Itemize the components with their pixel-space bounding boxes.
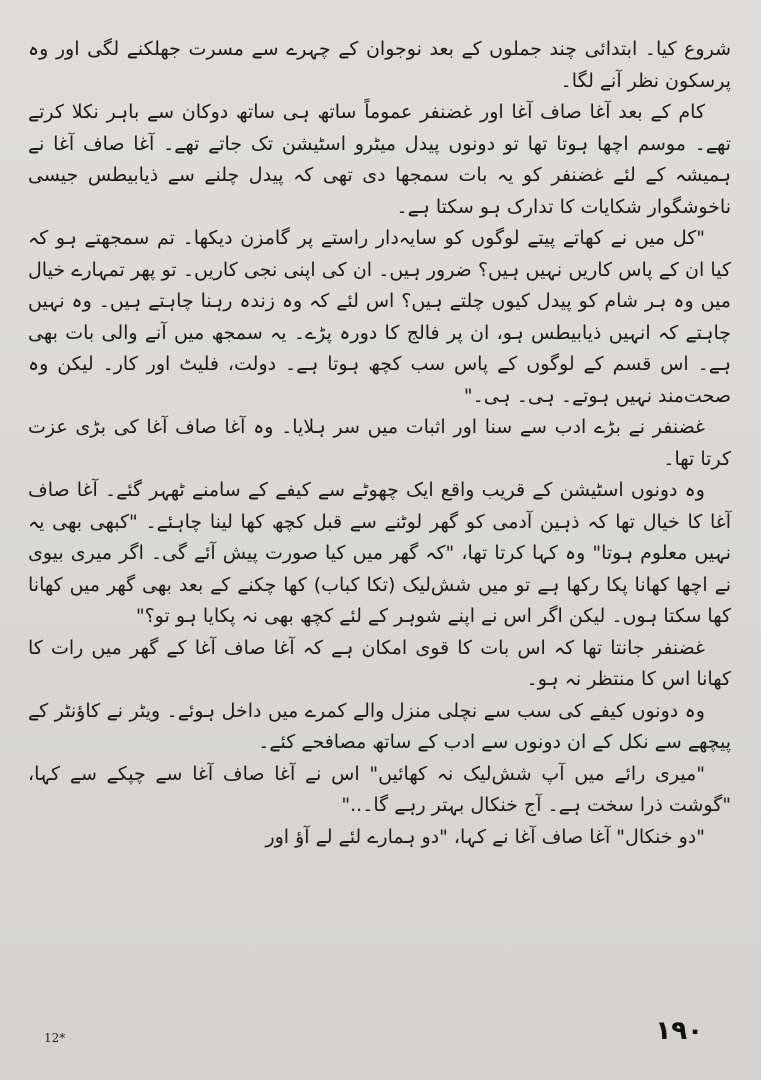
page-body-text: [28, 34, 731, 853]
page-number: ۱۹۰: [655, 1016, 703, 1046]
footer-signature-code: 12*: [44, 1031, 66, 1045]
paragraph-4: غضنفر نے بڑے ادب سے سنا اور اثبات میں سر ہلایا۔ وہ آغا صاف آغا کی بڑی عزت کرتا تھا۔: [28, 416, 731, 470]
paragraph-9: "دو خنکال" آغا صاف آغا نے کہا، "دو ہمارے لئے لے آؤ اور: [265, 825, 705, 848]
paragraph-2: کام کے بعد آغا صاف آغا اور غضنفر عموماً ساتھ ہی ساتھ دوکان سے باہر نکلا کرتے تھے۔ موسم اچھا ہوتا تھا تو دونوں پیدل میٹرو اسٹیشن تک جاتے تھے۔ آغا صاف آغا نے ہمیشہ کے لئے غضنفر کو یہ بات سمجھا دی تھی کہ پیدل چلنے سے ذیابیطس جیسی ناخوشگوار شکایات کا تدارک ہو سکتا ہے۔: [28, 101, 731, 218]
paragraph-1: شروع کیا۔ ابتدائی چند جملوں کے بعد نوجوان کے چہرے سے مسرت جھلکنے لگی اور وہ پرسکون نظر آنے لگا۔: [28, 38, 731, 92]
paragraph-7: وہ دونوں کیفے کی سب سے نچلی منزل والے کمرے میں داخل ہوئے۔ ویٹر نے کاؤنٹر کے پیچھے سے نکل کے ان دونوں سے ادب کے ساتھ مصافحے کئے۔: [28, 699, 731, 753]
paragraph-5: وہ دونوں اسٹیشن کے قریب واقع ایک چھوٹے سے کیفے کے سامنے ٹھہر گئے۔ آغا صاف آغا کا خیال تھا کہ ذہین آدمی کو گھر لوٹنے سے قبل کچھ کھا لینا چاہئے۔ "کبھی بھی یہ نہیں معلوم ہوتا" وہ کہا کرتا تھا، "کہ گھر میں کیا صورت پیش آئے گی۔ اگر میری بیوی نے اچھا کھانا پکا رکھا ہے تو میں شش‌لیک (تکا کباب) کھا چکنے کے بعد بھی گھر میں کھانا کھا سکتا ہوں۔ لیکن اگر اس نے اپنے شوہر کے لئے کچھ بھی نہ پکایا ہو تو؟": [28, 479, 731, 627]
paragraph-6: غضنفر جانتا تھا کہ اس بات کا قوی امکان ہے کہ آغا صاف آغا کے گھر میں رات کا کھانا اس کا منتظر نہ ہو۔: [28, 636, 731, 690]
paragraph-8: "میری رائے میں آپ شش‌لیک نہ کھائیں" اس نے آغا صاف آغا سے چپکے سے کہا، "گوشت ذرا سخت ہے۔ آج خنکال بہتر رہے گا۔..": [28, 762, 731, 816]
paragraph-3: "کل میں نے کھاتے پیتے لوگوں کو سایہ‌دار راستے پر گامزن دیکھا۔ تم سمجھتے ہو کہ کیا ان کے پاس کاریں نہیں ہیں؟ ضرور ہیں۔ ان کی اپنی نجی کاریں۔ تو پھر تمہارے خیال میں وہ ہر شام کو پیدل کیوں چلتے ہیں؟ اس لئے کہ وہ زندہ رہنا چاہتے ہیں۔ وہ نہیں چاہتے کہ انہیں ذیابیطس ہو، ان پر فالج کا دورہ پڑے۔ یہ سمجھ میں آنے والی بات بھی ہے۔ اس قسم کے لوگوں کے پاس سب کچھ ہوتا ہے۔ دولت، فلیٹ اور کار۔ لیکن وہ صحت‌مند نہیں ہوتے۔ ہی۔ ہی۔": [28, 227, 731, 407]
